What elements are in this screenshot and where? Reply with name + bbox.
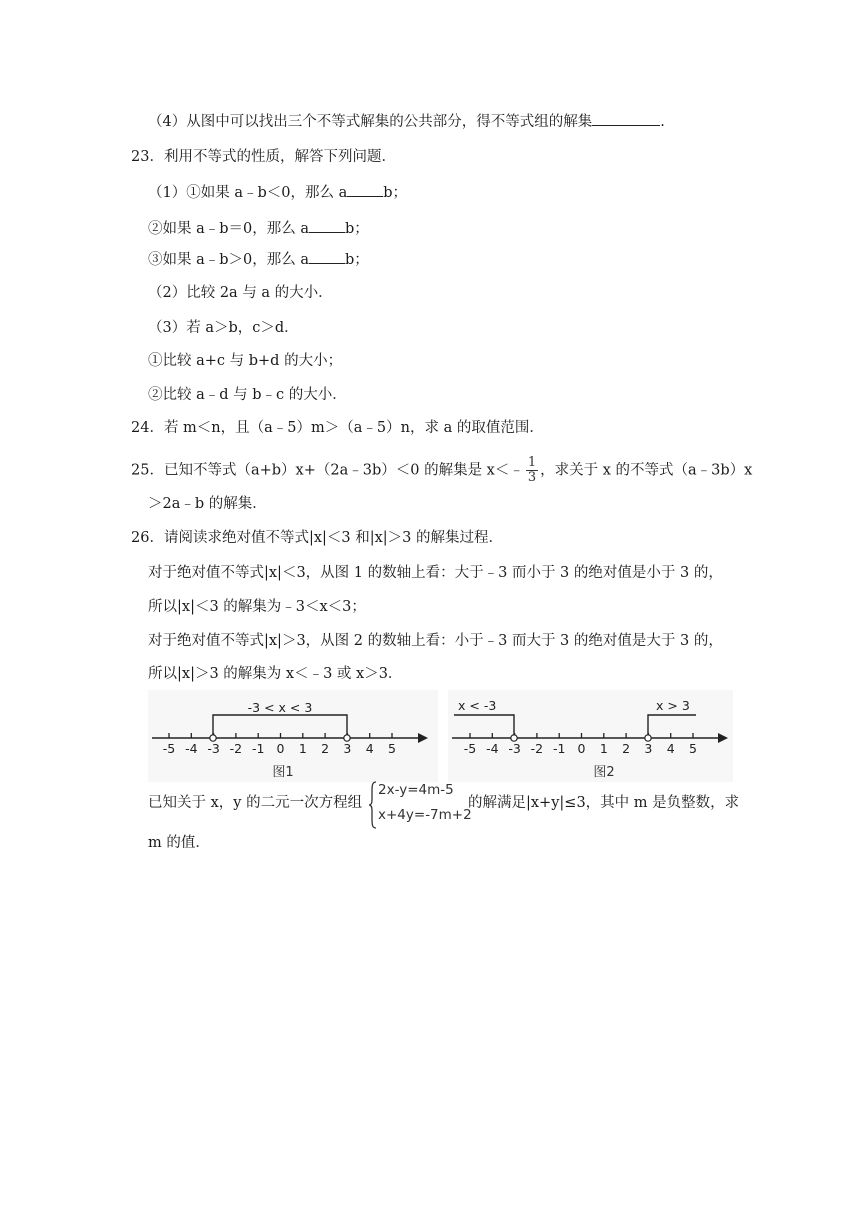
open-point (645, 735, 651, 741)
q26-para1b: 所以|x|＜3 的解集为﹣3＜x＜3； (148, 599, 366, 615)
open-point (344, 735, 350, 741)
q23-part1-item2 (148, 218, 369, 239)
q25-line2: ＞2a﹣b 的解集． (148, 496, 267, 512)
period: . (660, 114, 665, 130)
q23-part1-item3 (148, 249, 369, 270)
tick-label: -4 (185, 741, 198, 756)
answer-blank[interactable] (309, 218, 345, 233)
q26-para2a: 对于绝对值不等式|x|＞3，从图 2 的数轴上看：小于﹣3 而大于 3 的绝对值是大于 3 的， (148, 633, 723, 649)
q25-line1 (131, 456, 752, 485)
fraction-denominator: 3 (527, 470, 537, 485)
tick-label: 3 (644, 741, 653, 756)
q23-p1-3-pre: ③如果 a﹣b＞0，那么 a (148, 252, 310, 268)
q22-part4-text: （4）从图中可以找出三个不等式解集的公共部分，得不等式组的解集 (148, 114, 593, 130)
q23-p1-1-post: b； (383, 185, 408, 201)
q23-part3-item1: ①比较 a+c 与 b+d 的大小； (148, 353, 343, 369)
equation-2: x+4y=-7m+2 (378, 807, 472, 823)
tick-label: -3 (508, 741, 521, 756)
q23-p1-2-post: b； (345, 221, 369, 237)
answer-blank[interactable] (592, 111, 660, 126)
tick-label: -2 (530, 741, 544, 756)
number-line-figure-2 (448, 690, 733, 782)
q23-part3: （3）若 a＞b，c＞d． (148, 320, 299, 336)
tick-label: 3 (343, 741, 352, 756)
tick-label: 2 (321, 741, 330, 756)
q22-part4-line (148, 111, 665, 132)
q23-part2: （2）比较 2a 与 a 的大小． (148, 285, 333, 301)
answer-blank[interactable] (347, 182, 383, 197)
q23-p1-3-post: b； (345, 252, 369, 268)
tick-label: -3 (207, 741, 220, 756)
q25-pre: 25．已知不等式（a+b）x+（2a﹣3b）＜0 的解集是 x＜﹣ (131, 462, 524, 479)
equation-1: 2x-y=4m-5 (378, 782, 454, 798)
tick-label: 4 (365, 741, 374, 756)
q25-post: ，求关于 x 的不等式（a﹣3b）x (540, 462, 753, 479)
q26-intro: 26．请阅读求绝对值不等式|x|＜3 和|x|＞3 的解集过程． (131, 530, 504, 546)
tick-label: 0 (276, 741, 285, 756)
tick-label: 1 (298, 741, 307, 756)
tick-label: 1 (599, 741, 608, 756)
open-point (511, 735, 517, 741)
tick-label: 0 (577, 741, 586, 756)
q23-part1-item1 (148, 182, 407, 203)
figure-caption: 图1 (272, 765, 294, 780)
left-brace-icon (368, 780, 378, 830)
tick-label: 5 (388, 741, 396, 756)
interval-label: -3 < x < 3 (247, 700, 313, 715)
q23-part3-item2: ②比较 a﹣d 与 b﹣c 的大小． (148, 387, 347, 403)
tick-label: 2 (622, 741, 631, 756)
open-point (210, 735, 216, 741)
left-ray-label: x < -3 (458, 698, 497, 713)
number-line-figure-1 (148, 690, 438, 782)
q23-p1-2-pre: ②如果 a﹣b＝0，那么 a (148, 221, 310, 237)
tick-label: -5 (463, 741, 477, 756)
tick-label: -5 (162, 741, 176, 756)
tick-label: -1 (251, 741, 265, 756)
q26-problem-pre: 已知关于 x，y 的二元一次方程组 (148, 795, 363, 811)
tick-label: 5 (689, 741, 697, 756)
equation-system (368, 780, 472, 830)
q26-problem-end: m 的值． (148, 835, 210, 851)
q26-para2b: 所以|x|＞3 的解集为 x＜﹣3 或 x＞3． (148, 666, 403, 682)
q23-intro: 23．利用不等式的性质，解答下列问题． (131, 149, 396, 165)
q26-problem-post: 的解满足|x+y|≤3，其中 m 是负整数，求 (468, 795, 740, 811)
fraction-numerator: 1 (527, 455, 537, 470)
tick-label: -4 (486, 741, 499, 756)
figure-caption: 图2 (593, 765, 615, 780)
q23-p1-1-pre: （1）①如果 a﹣b＜0，那么 a (148, 185, 348, 201)
tick-label: -1 (552, 741, 566, 756)
right-ray-label: x > 3 (656, 698, 690, 713)
tick-label: 4 (666, 741, 675, 756)
answer-blank[interactable] (309, 249, 345, 264)
q24-text: 24．若 m＜n，且（a﹣5）m＞（a﹣5）n，求 a 的取值范围． (131, 420, 544, 436)
tick-label: -2 (229, 741, 243, 756)
fraction-one-third (526, 456, 538, 485)
q26-para1a: 对于绝对值不等式|x|＜3，从图 1 的数轴上看：大于﹣3 而小于 3 的绝对值是小于 3 的， (148, 565, 723, 581)
